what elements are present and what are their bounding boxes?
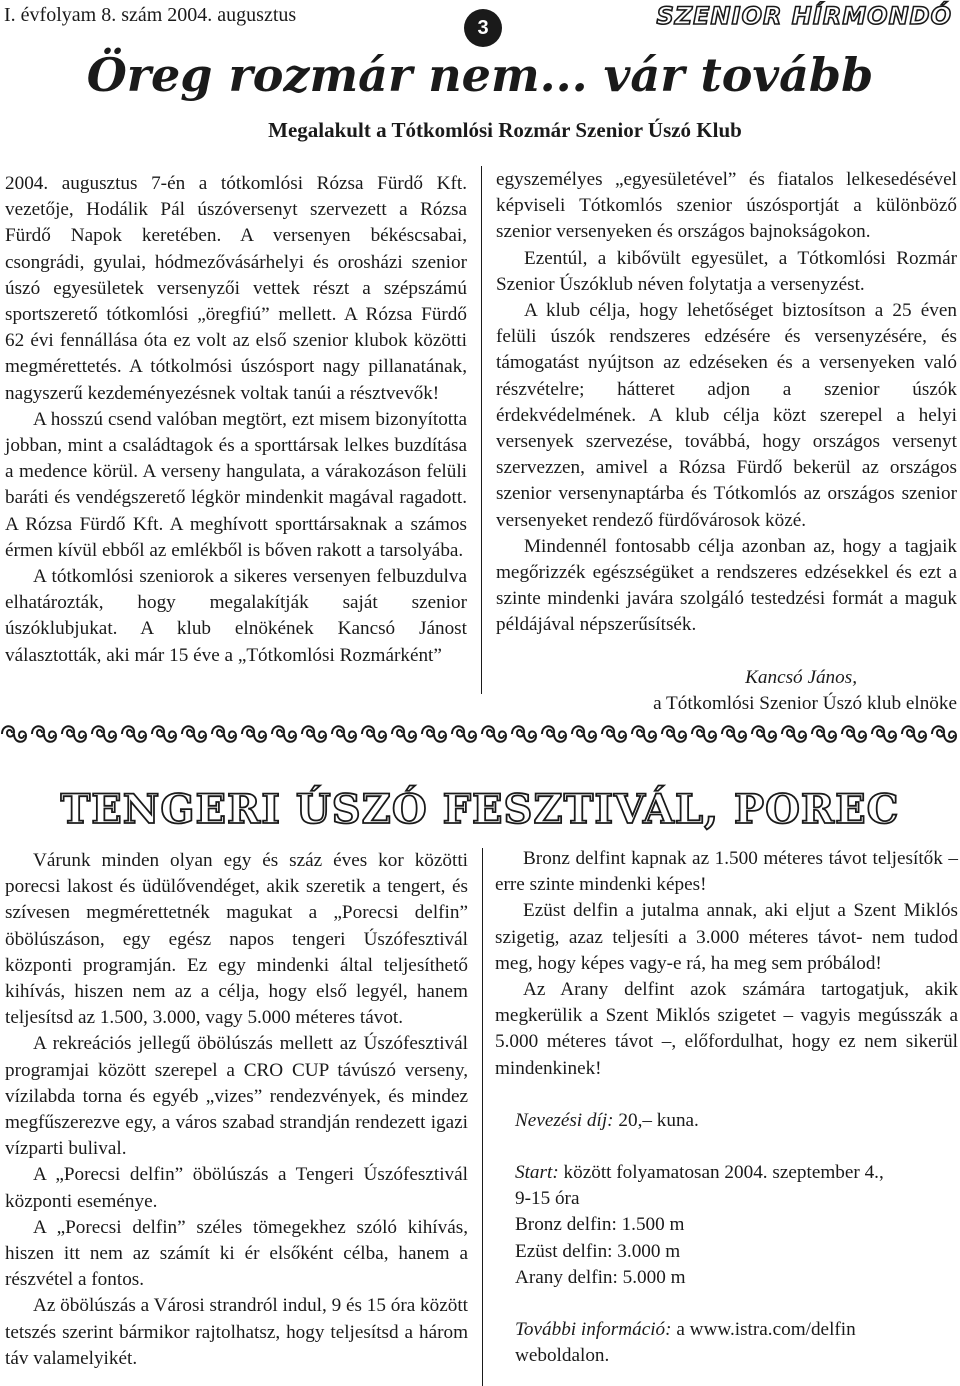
more-info-label: További információ: xyxy=(515,1319,672,1341)
paragraph: A „Porecsi delfin” öbölúszás a Tengeri Úszófesztivál központi eseménye. xyxy=(5,1164,468,1212)
signature-name: Kancsó János, xyxy=(745,666,857,688)
paragraph: Ezentúl, a kibővült egyesület, a Tótkomlósi Rozmár Szenior Úszóklub néven folytatja a versenyzést. xyxy=(496,247,957,295)
column-divider xyxy=(481,166,482,694)
column-divider xyxy=(482,848,483,1386)
paragraph: Ezüst delfin a jutalma annak, aki eljut a Szent Miklós szigetig, azaz teljesíti a 3.000 méteres távot- nem tudod meg, hogy képes vagy-e rá, ha meg sem próbálod! xyxy=(495,900,958,974)
article-subtitle: Megalakult a Tótkomlósi Rozmár Szenior Úszó Klub xyxy=(268,118,742,142)
paragraph: Az öbölúszás a Városi strandról indul, 9 és 15 óra között tetszés szerint bármikor rajtolhatsz, hogy teljesítsd a három táv valamelyikét. xyxy=(5,1295,469,1369)
masthead-logo: SZENIOR HÍRMONDÓ xyxy=(656,2,952,30)
article1-right-column xyxy=(496,167,957,717)
article2-right-column xyxy=(495,846,958,1369)
paragraph: Az Arany delfint azok számára tartogatjuk, akik megkerülik a Szent Miklós szigetet – vagyis megússzák a 5.000 méteres távot –, előfordulhat, hogy ez nem sikerül mindenkinek! xyxy=(495,979,958,1079)
entry-fee xyxy=(515,1108,958,1134)
article2-title: TENGERI ÚSZÓ FESZTIVÁL, POREC xyxy=(60,786,900,833)
signature-role: a Tótkomlósi Szenior Úszó klub elnöke xyxy=(653,692,957,714)
bronze-distance: Bronz delfin: 1.500 m xyxy=(515,1214,685,1236)
more-info-continued: weboldalon. xyxy=(515,1345,610,1367)
start-label: Start: xyxy=(515,1162,559,1184)
silver-distance: Ezüst delfin: 3.000 m xyxy=(515,1240,681,1262)
paragraph: egyszemélyes „egyesületével” és fiatalos lelkesedésével képviseli Tótkomlós szenior úszósportját a különböző szenior versenyeken és országos bajnokságokon. xyxy=(496,169,957,243)
article-title: Öreg rozmár nem... vár tovább xyxy=(86,48,874,102)
more-info-link[interactable]: a www.istra.com/delfin xyxy=(671,1319,856,1341)
paragraph: A klub célja, hogy lehetőséget biztosítson a 25 éven felüli úszók rendszeres edzésére és versenyzésére, és támogatást nyújtson az edzéseken és a versenyeken való részvételre; hátteret adjon a szenior úszók érdekvédelmének. A klub célja közt szerepel a helyi versenyek szervezése, továbbá, hogy országos versenyt szervezzen, amivel a Rózsa Fürdő bekerül az országos szenior versenynaptárba és Tótkomlós az országos szenior versenyeket rendező fürdővárosok közé. xyxy=(496,300,957,531)
issue-line: I. évfolyam 8. szám 2004. augusztus xyxy=(4,4,297,26)
start-time: 9-15 óra xyxy=(515,1188,580,1210)
paragraph: A rekreációs jellegű öbölúszás mellett az Úszófesztivál programjai között szerepel a CRO CUP távúszó verseny, vízilabda torna és egyéb „vizes” rendezvények, és mindez megfűszerezve egy, a város szabad strandján rendezett igazi vízparti bulival. xyxy=(5,1033,468,1160)
ornamental-divider xyxy=(0,720,960,748)
paragraph: A tótkomlósi szeniorok a sikeres versenyen felbuzdulva elhatározták, hogy megalakítják saját szenior úszóklubjukat. A klub elnökének Kancsó Jánost választották, aki már 15 éve a „Tótkomlósi Rozmárként” xyxy=(5,566,467,666)
paragraph: 2004. augusztus 7-én a tótkomlósi Rózsa Fürdő Kft. vezetője, Hodálik Pál úszóversenyt szervezett a Rózsa Fürdő Napok keretében. A versenyen békéscsabai, csongrádi, gyulai, hódmezővásárhelyi és orosházi szenior úszó egyesületek versenyzői vettek részt a szépszámú sportszerető tótkomlósi „öregfiú” mellett. A Rózsa Fürdő 62 évi fennállása óta ez volt az első szenior klubok közötti megmérettetés. A tótkolmósi úszósport nagy pillanatának, nagyszerű kezdeményezésnek voltak tanúi a résztvevők! xyxy=(5,173,467,404)
paragraph: A hosszú csend valóban megtört, ezt misem bizonyította jobban, mint a családtagok és a sporttársak lelkes buzdítása a medence körül. A verseny hangulata, a várakozáson felüli baráti és vendégszerető légkör mindenkit magával ragadott. A Rózsa Fürdő Kft. A meghívott sporttársaknak a számos érmen kívül ebből az emlékből is bőven rakott a tarsolyába. xyxy=(5,408,467,561)
paragraph: Mindennél fontosabb célja azonban az, hogy a tagjaik megőrizzék egészségüket a rendszeres edzésekkel és ezt a szinte mindenki javára szolgáló testedzési formát a maguk példájával népszerűsítsék. xyxy=(496,535,957,636)
fee-label: Nevezési díj: xyxy=(515,1109,614,1131)
start-value: között folyamatosan 2004. szeptember 4., xyxy=(558,1162,884,1184)
article1-left-column xyxy=(5,171,467,669)
gold-distance: Arany delfin: 5.000 m xyxy=(515,1266,686,1288)
paragraph: Bronz delfint kapnak az 1.500 méteres távot teljesítők – erre szinte mindenki képes! xyxy=(495,848,958,896)
start-info xyxy=(515,1160,958,1186)
fee-value: 20,– kuna. xyxy=(613,1109,699,1131)
more-info xyxy=(515,1317,958,1343)
paragraph: Várunk minden olyan egy és száz éves kor közötti porecsi lakost és üdülővendéget, akik szeretik a tengert, és szívesen megmérettetnék magukat a „Porecsi delfin” öbölúszáson, egy egész napos tengeri Úszófesztivál központi programján. Ez egy mindenki által teljesíthető kihívás, hiszen nem az a célja, hogy első legyél, hanem teljesítsd az 1.500, 3.000, vagy 5.000 méteres távot. xyxy=(5,850,468,1029)
paragraph: A „Porecsi delfin” széles tömegekhez szóló kihívás, hiszen itt nem az számít ki ér elsőként célba, hanem a részvétel a fontos. xyxy=(5,1216,468,1291)
page-number-badge: 3 xyxy=(464,9,502,47)
event-info xyxy=(495,1082,958,1370)
article2-left-column xyxy=(5,848,468,1372)
